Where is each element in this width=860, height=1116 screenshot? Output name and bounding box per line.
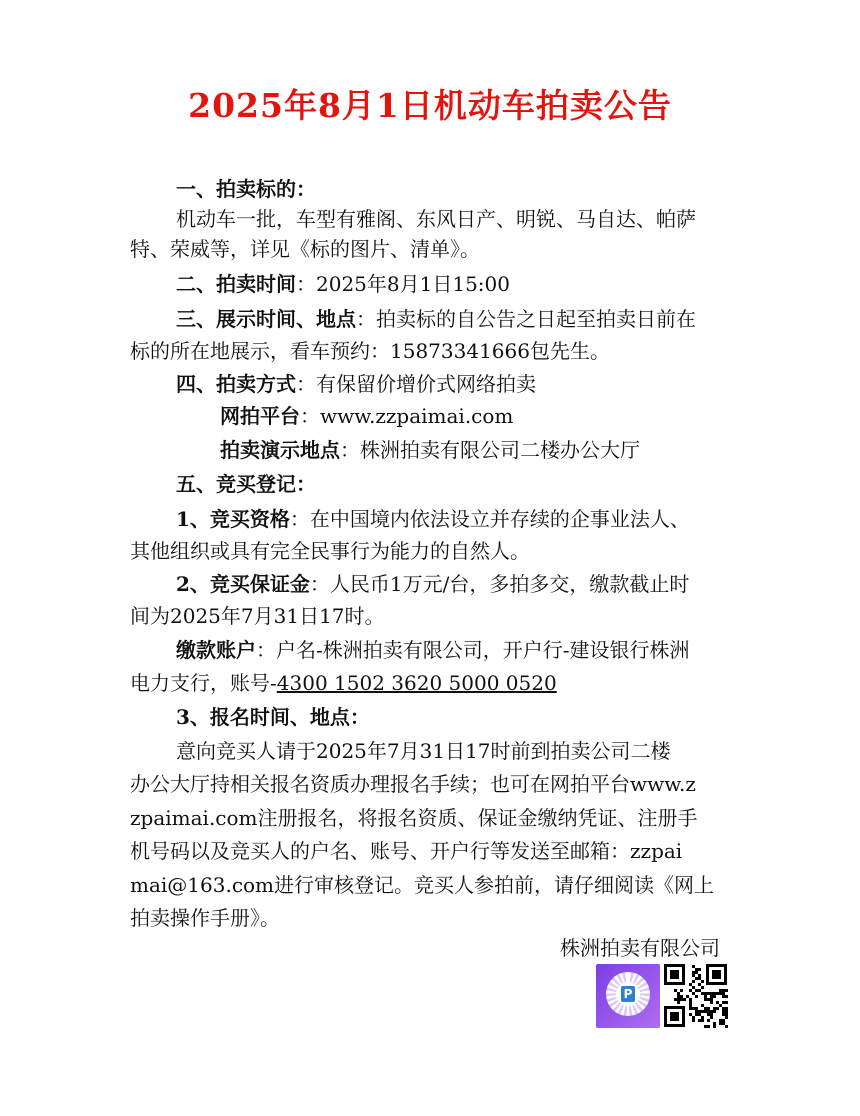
mini-program-code-icon[interactable]: P <box>596 964 660 1028</box>
section-4-line <box>176 368 796 400</box>
qr-code-icon[interactable] <box>664 964 728 1028</box>
section-1-heading: 一、拍卖标的： <box>176 177 316 201</box>
section-1-text-line-2: 特、荣威等，详见《标的图片、清单》。 <box>130 237 480 261</box>
deposit-label: 2、竞买保证金 <box>176 572 310 596</box>
registration-line-1: 意向竞买人请于2025年7月31日17时前到拍卖公司二楼 <box>176 739 671 763</box>
section-4-value: ：有保留价增价式网络拍卖 <box>296 372 536 396</box>
venue-line <box>220 434 840 466</box>
venue-value: ：株洲拍卖有限公司二楼办公大厅 <box>340 438 640 462</box>
qualification-label: 1、竞买资格 <box>176 507 290 531</box>
section-2-line <box>176 268 796 300</box>
section-3-label: 三、展示时间、地点 <box>176 307 356 331</box>
account-line-2 <box>130 667 750 699</box>
qr-code-graphic <box>664 964 728 1028</box>
account-line-1 <box>176 634 796 666</box>
registration-line-4: 机号码以及竞买人的户名、账号、开户行等发送至邮箱：zzpai <box>130 839 683 863</box>
registration-line-6: 拍卖操作手册》。 <box>130 906 280 930</box>
deposit-value: ：人民币1万元/台，多拍多交，缴款截止时 <box>309 572 690 596</box>
registration-line-3: zpaimai.com注册报名，将报名资质、保证金缴纳凭证、注册手 <box>130 806 698 830</box>
section-2-label: 二、拍卖时间 <box>176 272 296 296</box>
account-label: 缴款账户 <box>176 638 256 662</box>
notice-title: 2025年8月1日机动车拍卖公告 <box>188 86 672 125</box>
platform-line <box>220 400 840 432</box>
account-prefix: 电力支行，账号- <box>130 671 277 695</box>
section-1-text-line-1: 机动车一批，车型有雅阁、东风日产、明锐、马自达、帕萨 <box>176 207 696 231</box>
section-3-value: ：拍卖标的自公告之日起至拍卖日前在 <box>356 307 696 331</box>
qr-codes <box>596 964 728 1030</box>
section-3-line-2: 标的所在地展示，看车预约：15873341666包先生。 <box>130 339 610 363</box>
registration-heading: 3、报名时间、地点： <box>176 705 370 729</box>
registration-line-2: 办公大厅持相关报名资质办理报名手续；也可在网拍平台www.z <box>130 772 696 796</box>
section-5-heading: 五、竞买登记： <box>176 472 316 496</box>
account-value: ：户名-株洲拍卖有限公司，开户行-建设银行株洲 <box>256 638 690 662</box>
qualification-line-2: 其他组织或具有完全民事行为能力的自然人。 <box>130 539 530 563</box>
registration-line-5: mai@163.com进行审核登记。竞买人参拍前，请仔细阅读《网上 <box>130 873 715 897</box>
venue-label: 拍卖演示地点 <box>220 438 340 462</box>
section-4-label: 四、拍卖方式 <box>176 372 296 396</box>
platform-label: 网拍平台 <box>220 404 300 428</box>
signature-company: 株洲拍卖有限公司 <box>560 936 720 960</box>
section-3-line-1 <box>176 303 796 335</box>
platform-value: ：www.zzpaimai.com <box>300 404 514 428</box>
deposit-line-2: 间为2025年7月31日17时。 <box>130 604 385 628</box>
deposit-line-1 <box>176 568 796 600</box>
account-number: 4300 1502 3620 5000 0520 <box>276 671 557 695</box>
qualification-value: ：在中国境内依法设立并存续的企事业法人、 <box>289 507 690 531</box>
qualification-line-1 <box>176 503 796 535</box>
section-2-value: ：2025年8月1日15:00 <box>296 272 510 296</box>
